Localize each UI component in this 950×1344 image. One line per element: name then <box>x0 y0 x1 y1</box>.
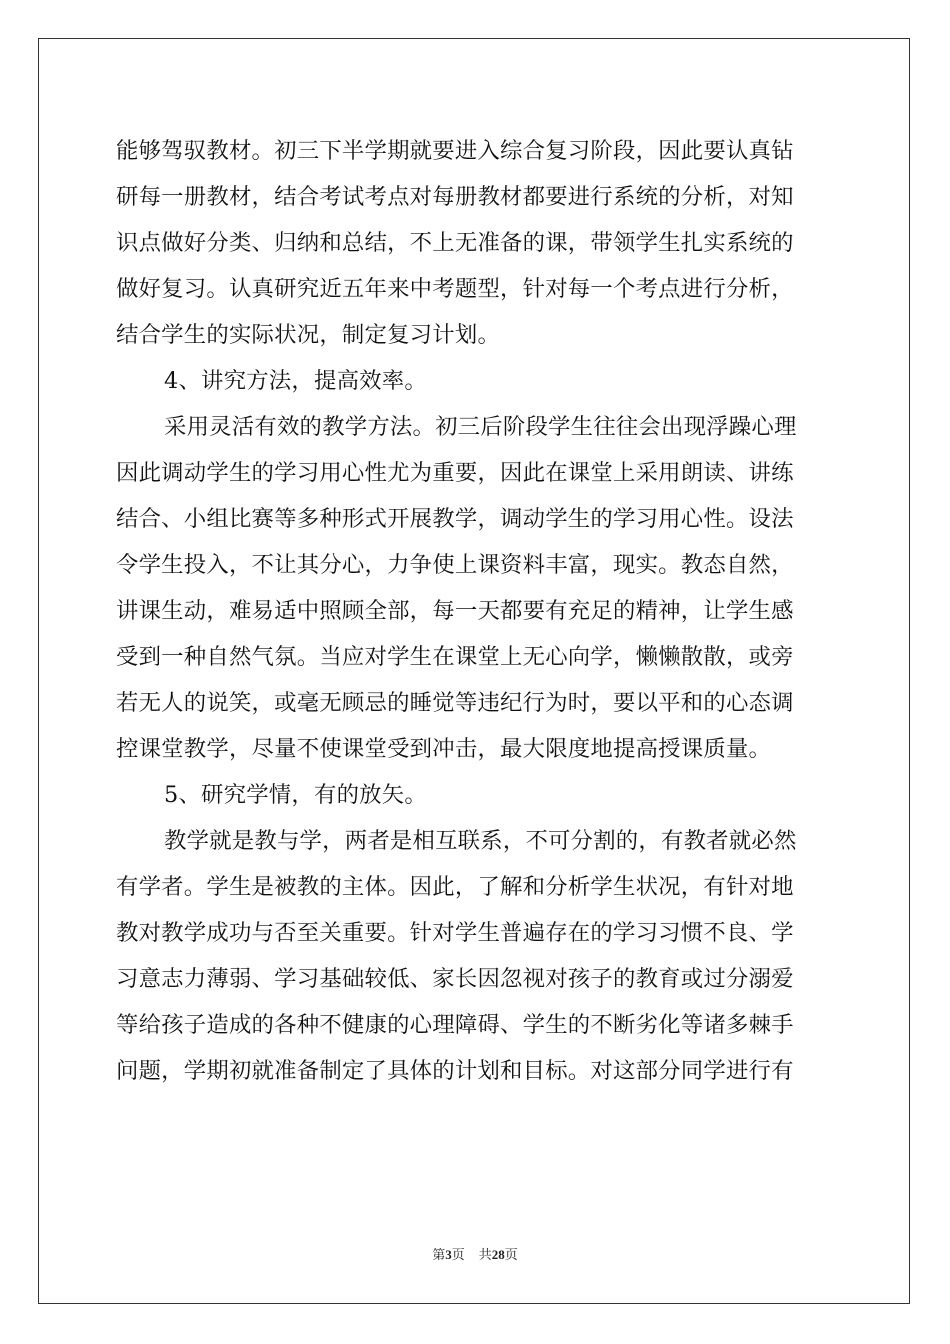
text-line: 习意志力薄弱、学习基础较低、家长因忽视对孩子的教育或过分溺爱 <box>116 966 794 992</box>
text-line: 教学就是教与学，两者是相互联系，不可分割的，有教者就必然 <box>164 828 797 854</box>
text-line: 若无人的说笑，或毫无顾忌的睡觉等违纪行为时，要以平和的心态调 <box>116 690 794 716</box>
text-line: 识点做好分类、归纳和总结，不上无准备的课，带领学生扎实系统的 <box>116 230 794 256</box>
document-body <box>116 128 834 1094</box>
text-line: 讲课生动，难易适中照顾全部，每一天都要有充足的精神，让学生感 <box>116 598 794 624</box>
page-suffix: 页 <box>451 1247 465 1262</box>
text-line: 结合、小组比赛等多种形式开展教学，调动学生的学习用心性。设法 <box>116 506 794 532</box>
text-line: 做好复习。认真研究近五年来中考题型，针对每一个考点进行分析， <box>116 276 794 302</box>
text-line: 5、研究学情，有的放矢。 <box>164 782 427 808</box>
text-line: 受到一种自然气氛。当应对学生在课堂上无心向学，懒懒散散，或旁 <box>116 644 794 670</box>
current-page-number: 3 <box>445 1247 452 1262</box>
page-prefix: 第 <box>432 1247 446 1262</box>
text-line: 能够驾驭教材。初三下半学期就要进入综合复习阶段，因此要认真钻 <box>116 138 794 164</box>
text-line: 等给孩子造成的各种不健康的心理障碍、学生的不断劣化等诸多棘手 <box>116 1012 794 1038</box>
text-line: 有学者。学生是被教的主体。因此，了解和分析学生状况，有针对地 <box>116 874 794 900</box>
text-line: 研每一册教材，结合考试考点对每册教材都要进行系统的分析，对知 <box>116 184 794 210</box>
text-line: 令学生投入，不让其分心，力争使上课资料丰富，现实。教态自然， <box>116 552 794 578</box>
text-line: 采用灵活有效的教学方法。初三后阶段学生往往会出现浮躁心理 <box>164 414 797 440</box>
text-line: 控课堂教学，尽量不使课堂受到冲击，最大限度地提高授课质量。 <box>116 736 772 762</box>
total-suffix: 页 <box>504 1247 518 1262</box>
text-line: 问题，学期初就准备制定了具体的计划和目标。对这部分同学进行有 <box>116 1058 794 1084</box>
text-line: 结合学生的实际状况，制定复习计划。 <box>116 322 501 348</box>
text-line: 4、讲究方法，提高效率。 <box>164 368 427 394</box>
total-prefix: 共 <box>478 1247 492 1262</box>
total-page-count: 28 <box>491 1247 505 1262</box>
text-line: 因此调动学生的学习用心性尤为重要，因此在课堂上采用朗读、讲练 <box>116 460 794 486</box>
text-line: 教对教学成功与否至关重要。针对学生普遍存在的学习习惯不良、学 <box>116 920 794 946</box>
page-footer <box>0 1244 950 1263</box>
